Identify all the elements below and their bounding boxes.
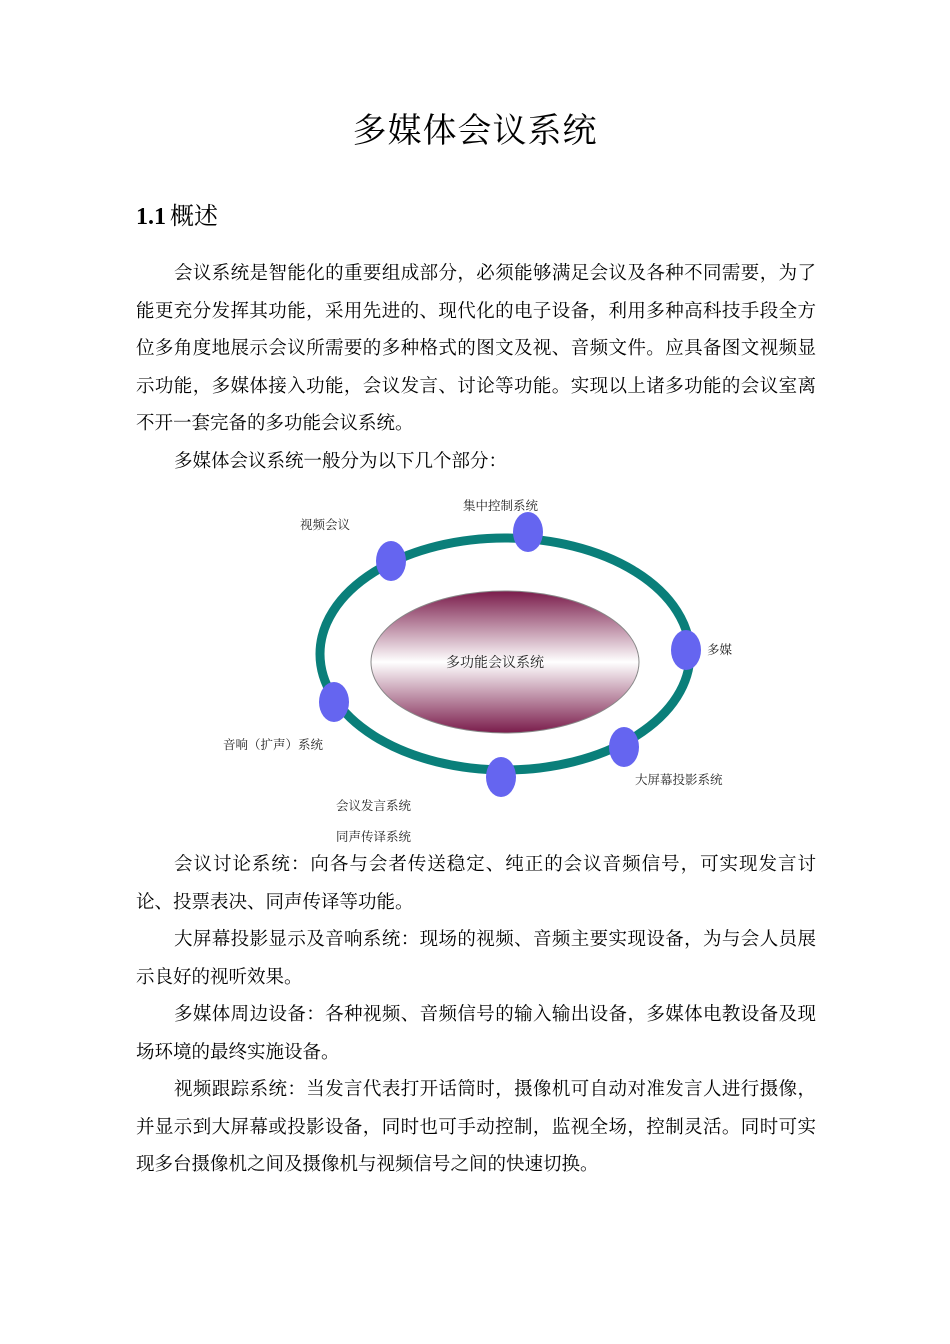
node-big-screen [609, 727, 639, 767]
label-multimedia: 多媒 [707, 642, 733, 657]
document-title: 多媒体会议系统 [352, 111, 598, 151]
center-system-label: 多功能会议系统 [446, 655, 544, 671]
system-diagram [215, 490, 745, 850]
label-speech: 会议发言系统 [336, 798, 412, 813]
discussion-system-paragraph: 会议讨论系统：向各与会者传送稳定、纯正的会议音频信号，可实现发言讨论、投票表决、同声传译等功能。 [136, 854, 816, 913]
label-big-screen: 大屏幕投影系统 [635, 772, 723, 787]
section-number: 1.1 [136, 204, 166, 230]
node-video-conf [376, 541, 406, 581]
section-heading [136, 196, 218, 231]
label-interpretation: 同声传译系统 [336, 829, 412, 844]
intro-paragraph: 会议系统是智能化的重要组成部分，必须能够满足会议及各种不同需要，为了能更充分发挥其功能，采用先进的、现代化的电子设备，利用多种高科技手段全方位多角度地展示会议所需要的多种格式的图文及视、音频文件。应具备图文视频显示功能，多媒体接入功能，会议发言、讨论等功能。实现以上诸多功能的会议室离不开一套完备的多功能会议系统。 [136, 263, 816, 434]
section-title: 概述 [170, 202, 218, 230]
node-central-control [513, 512, 543, 552]
node-audio [319, 682, 349, 722]
label-central-control: 集中控制系统 [463, 498, 539, 513]
multimedia-peripherals-paragraph: 多媒体周边设备：各种视频、音频信号的输入输出设备，多媒体电教设备及现场环境的最终实施设备。 [136, 1004, 816, 1063]
label-audio: 音响（扩声）系统 [223, 737, 324, 752]
label-video-conf: 视频会议 [300, 517, 351, 532]
big-screen-paragraph: 大屏幕投影显示及音响系统：现场的视频、音频主要实现设备，为与会人员展示良好的视听效果。 [136, 929, 816, 988]
video-tracking-paragraph: 视频跟踪系统：当发言代表打开话筒时，摄像机可自动对准发言人进行摄像，并显示到大屏幕或投影设备，同时也可手动控制，监视全场，控制灵活。同时可实现多台摄像机之间及摄像机与视频信号之间的快速切换。 [136, 1079, 816, 1175]
node-multimedia [671, 630, 701, 670]
parts-intro-paragraph: 多媒体会议系统一般分为以下几个部分： [174, 451, 508, 472]
node-speech [486, 757, 516, 797]
